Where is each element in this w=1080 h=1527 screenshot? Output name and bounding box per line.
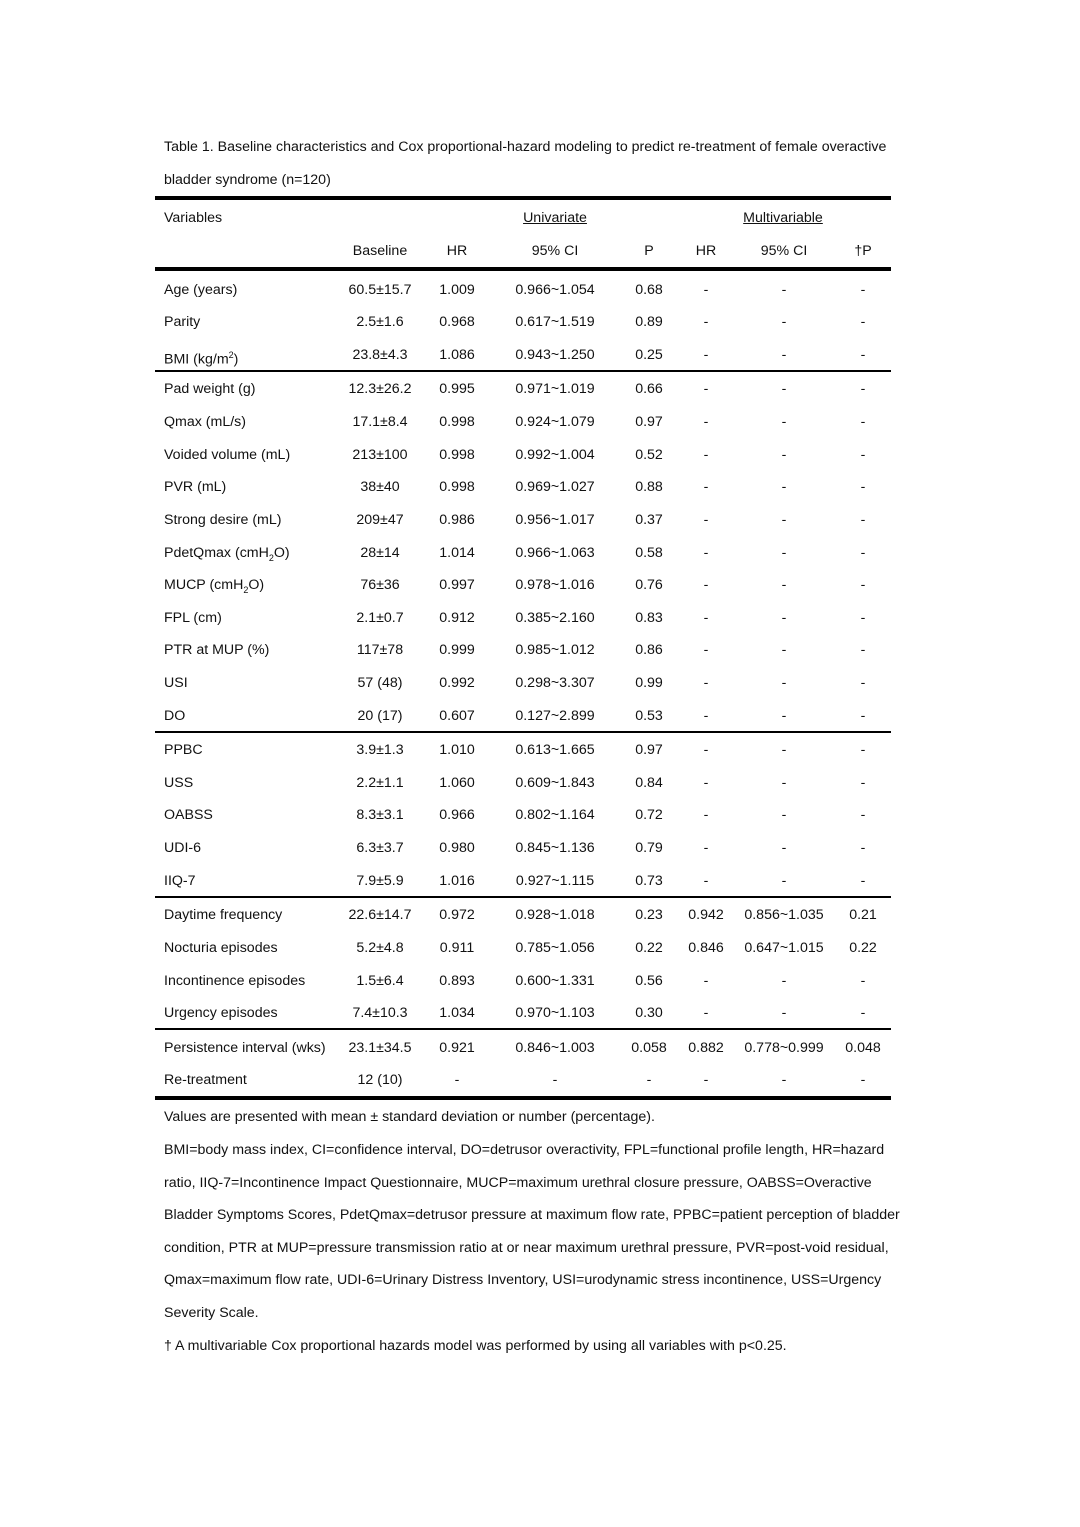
row-hr-multivariable: - xyxy=(703,610,709,626)
row-hr-multivariable: - xyxy=(703,314,709,330)
row-variable: Incontinence episodes xyxy=(164,973,306,989)
row-hr-univariate: 1.016 xyxy=(439,873,475,889)
row-hr-univariate: 0.911 xyxy=(439,940,475,956)
row-ci-multivariable: - xyxy=(781,873,787,889)
row-hr-multivariable: - xyxy=(703,512,709,528)
row-p-multivariable: - xyxy=(860,610,866,626)
row-hr-univariate: 1.010 xyxy=(439,742,475,758)
row-p-univariate: 0.97 xyxy=(635,742,663,758)
row-hr-univariate: 0.893 xyxy=(439,973,475,989)
row-p-multivariable: - xyxy=(860,873,866,889)
row-ci-multivariable: - xyxy=(781,840,787,856)
row-p-multivariable: - xyxy=(860,414,866,430)
row-p-multivariable: - xyxy=(860,1072,866,1088)
header-multivariable: Multivariable xyxy=(743,210,823,226)
group-rule-4 xyxy=(155,1028,891,1030)
row-hr-univariate: 0.998 xyxy=(439,447,475,463)
row-ci-multivariable: - xyxy=(781,512,787,528)
row-p-univariate: 0.97 xyxy=(635,414,663,430)
header-ci-univariate: 95% CI xyxy=(531,243,579,259)
row-p-multivariable: - xyxy=(860,675,866,691)
row-ci-multivariable: - xyxy=(781,675,787,691)
row-hr-multivariable: - xyxy=(703,973,709,989)
row-variable-text: PdetQmax (cmH xyxy=(164,545,269,561)
row-variable xyxy=(164,346,238,369)
row-p-multivariable: - xyxy=(860,512,866,528)
row-ci-multivariable: - xyxy=(781,1072,787,1088)
row-ci-univariate: 0.127~2.899 xyxy=(515,708,595,724)
row-variable xyxy=(164,576,264,599)
row-ci-univariate: 0.845~1.136 xyxy=(515,840,595,856)
row-hr-multivariable: - xyxy=(703,675,709,691)
row-ci-multivariable: - xyxy=(781,708,787,724)
header-p-univariate: P xyxy=(644,243,654,259)
row-variable: Re-treatment xyxy=(164,1072,247,1088)
table-caption-line-2: bladder syndrome (n=120) xyxy=(164,172,331,188)
row-variable: Pad weight (g) xyxy=(164,381,256,397)
row-ci-univariate: 0.802~1.164 xyxy=(515,807,595,823)
row-hr-multivariable: - xyxy=(703,545,709,561)
row-baseline: 6.3±3.7 xyxy=(356,840,404,856)
row-hr-univariate: - xyxy=(454,1072,460,1088)
row-hr-multivariable: - xyxy=(703,347,709,363)
row-baseline: 7.4±10.3 xyxy=(352,1005,408,1021)
row-p-univariate: 0.56 xyxy=(635,973,663,989)
row-p-univariate: 0.88 xyxy=(635,479,663,495)
row-hr-univariate: 0.912 xyxy=(439,610,475,626)
row-baseline: 28±14 xyxy=(360,545,400,561)
row-baseline: 2.5±1.6 xyxy=(356,314,404,330)
row-variable-subscript: 2 xyxy=(268,552,274,563)
row-variable: Age (years) xyxy=(164,282,238,298)
row-hr-multivariable: 0.882 xyxy=(688,1040,724,1056)
row-p-univariate: 0.68 xyxy=(635,282,663,298)
header-p-multivariable: †P xyxy=(854,243,872,259)
row-hr-univariate: 0.966 xyxy=(439,807,475,823)
row-hr-multivariable: - xyxy=(703,807,709,823)
row-p-univariate: 0.86 xyxy=(635,642,663,658)
header-univariate: Univariate xyxy=(523,210,587,226)
group-rule-3 xyxy=(155,896,891,898)
row-p-multivariable: - xyxy=(860,347,866,363)
footnote-abbrev-1: BMI=body mass index, CI=confidence interval, DO=detrusor overactivity, FPL=functional profile length, HR=hazard xyxy=(164,1142,885,1158)
row-p-multivariable: - xyxy=(860,973,866,989)
footnote-abbrev-5: Qmax=maximum flow rate, UDI-6=Urinary Distress Inventory, USI=urodynamic stress incontinence, USS=Urgency xyxy=(164,1272,882,1288)
row-baseline: 57 (48) xyxy=(357,675,403,691)
row-p-multivariable: - xyxy=(860,742,866,758)
row-hr-univariate: 0.998 xyxy=(439,414,475,430)
row-hr-univariate: 0.972 xyxy=(439,907,475,923)
row-p-univariate: 0.83 xyxy=(635,610,663,626)
table-caption-line-1: Table 1. Baseline characteristics and Cox proportional-hazard modeling to predict re-treatment of female overactive xyxy=(164,139,887,155)
header-hr-multivariable: HR xyxy=(695,243,717,259)
row-ci-univariate: 0.956~1.017 xyxy=(515,512,595,528)
row-p-multivariable: 0.048 xyxy=(845,1040,881,1056)
row-p-multivariable: 0.22 xyxy=(849,940,877,956)
row-ci-univariate: 0.785~1.056 xyxy=(515,940,595,956)
row-hr-multivariable: - xyxy=(703,742,709,758)
row-hr-univariate: 0.980 xyxy=(439,840,475,856)
row-ci-univariate: 0.992~1.004 xyxy=(515,447,595,463)
row-hr-multivariable: - xyxy=(703,840,709,856)
row-variable-text: ) xyxy=(233,351,239,368)
row-hr-univariate: 0.995 xyxy=(439,381,475,397)
row-p-multivariable: - xyxy=(860,775,866,791)
row-ci-univariate: 0.298~3.307 xyxy=(515,675,595,691)
row-baseline: 2.2±1.1 xyxy=(356,775,404,791)
row-hr-multivariable: - xyxy=(703,447,709,463)
row-variable: Persistence interval (wks) xyxy=(164,1040,326,1056)
row-ci-multivariable: 0.856~1.035 xyxy=(744,907,824,923)
row-p-univariate: 0.79 xyxy=(635,840,663,856)
header-baseline: Baseline xyxy=(352,243,408,259)
row-p-univariate: 0.66 xyxy=(635,381,663,397)
row-hr-univariate: 0.607 xyxy=(439,708,475,724)
row-baseline: 23.1±34.5 xyxy=(348,1040,412,1056)
row-variable: USI xyxy=(164,675,188,691)
row-baseline: 209±47 xyxy=(356,512,404,528)
row-ci-multivariable: - xyxy=(781,610,787,626)
row-ci-univariate: 0.846~1.003 xyxy=(515,1040,595,1056)
row-ci-multivariable: - xyxy=(781,973,787,989)
header-variables: Variables xyxy=(164,210,223,226)
row-variable: IIQ-7 xyxy=(164,873,196,889)
row-p-multivariable: - xyxy=(860,807,866,823)
row-hr-univariate: 0.986 xyxy=(439,512,475,528)
row-variable: PTR at MUP (%) xyxy=(164,642,270,658)
row-p-multivariable: - xyxy=(860,282,866,298)
footnote-values: Values are presented with mean ± standard deviation or number (percentage). xyxy=(164,1109,655,1125)
row-hr-univariate: 0.997 xyxy=(439,577,475,593)
row-ci-multivariable: - xyxy=(781,775,787,791)
row-ci-multivariable: 0.778~0.999 xyxy=(744,1040,824,1056)
row-ci-multivariable: - xyxy=(781,314,787,330)
row-ci-univariate: - xyxy=(552,1072,558,1088)
row-ci-univariate: 0.978~1.016 xyxy=(515,577,595,593)
row-p-multivariable: - xyxy=(860,1005,866,1021)
row-ci-univariate: 0.600~1.331 xyxy=(515,973,595,989)
row-baseline: 1.5±6.4 xyxy=(356,973,404,989)
row-p-univariate: - xyxy=(646,1072,652,1088)
row-baseline: 213±100 xyxy=(352,447,408,463)
row-baseline: 38±40 xyxy=(360,479,400,495)
row-p-univariate: 0.99 xyxy=(635,675,663,691)
row-hr-univariate: 1.009 xyxy=(439,282,475,298)
row-baseline: 3.9±1.3 xyxy=(356,742,404,758)
row-ci-univariate: 0.924~1.079 xyxy=(515,414,595,430)
row-p-multivariable: - xyxy=(860,708,866,724)
row-hr-multivariable: 0.846 xyxy=(688,940,724,956)
row-variable xyxy=(164,544,290,567)
row-p-multivariable: - xyxy=(860,577,866,593)
row-ci-multivariable: - xyxy=(781,414,787,430)
row-ci-multivariable: - xyxy=(781,577,787,593)
row-hr-multivariable: 0.942 xyxy=(688,907,724,923)
row-p-multivariable: - xyxy=(860,545,866,561)
row-ci-multivariable: - xyxy=(781,807,787,823)
footnote-abbrev-6: Severity Scale. xyxy=(164,1305,259,1321)
row-baseline: 22.6±14.7 xyxy=(348,907,412,923)
group-rule-2 xyxy=(155,731,891,733)
row-baseline: 12.3±26.2 xyxy=(348,381,412,397)
row-p-univariate: 0.52 xyxy=(635,447,663,463)
row-hr-multivariable: - xyxy=(703,1072,709,1088)
row-ci-univariate: 0.966~1.054 xyxy=(515,282,595,298)
row-hr-univariate: 1.034 xyxy=(439,1005,475,1021)
row-hr-univariate: 0.999 xyxy=(439,642,475,658)
row-p-univariate: 0.89 xyxy=(635,314,663,330)
row-p-univariate: 0.73 xyxy=(635,873,663,889)
row-ci-univariate: 0.970~1.103 xyxy=(515,1005,595,1021)
row-variable: PPBC xyxy=(164,742,203,758)
row-ci-univariate: 0.609~1.843 xyxy=(515,775,595,791)
row-variable: OABSS xyxy=(164,807,213,823)
row-p-multivariable: - xyxy=(860,381,866,397)
row-hr-multivariable: - xyxy=(703,775,709,791)
row-hr-multivariable: - xyxy=(703,282,709,298)
row-variable-text: O) xyxy=(248,577,265,593)
row-hr-univariate: 1.014 xyxy=(439,545,475,561)
row-baseline: 76±36 xyxy=(360,577,400,593)
row-variable-text: MUCP (cmH xyxy=(164,577,244,593)
row-p-multivariable: 0.21 xyxy=(849,907,877,923)
row-hr-univariate: 1.086 xyxy=(439,347,475,363)
footnote-abbrev-2: ratio, IIQ-7=Incontinence Impact Questionnaire, MUCP=maximum urethral closure pressure, OABSS=Overactive xyxy=(164,1175,872,1191)
row-hr-multivariable: - xyxy=(703,1005,709,1021)
row-variable: PVR (mL) xyxy=(164,479,227,495)
row-ci-univariate: 0.971~1.019 xyxy=(515,381,595,397)
row-baseline: 23.8±4.3 xyxy=(352,347,408,363)
row-baseline: 2.1±0.7 xyxy=(356,610,404,626)
row-p-multivariable: - xyxy=(860,314,866,330)
row-variable-superscript: 2 xyxy=(228,350,234,360)
row-baseline: 7.9±5.9 xyxy=(356,873,404,889)
row-ci-multivariable: - xyxy=(781,282,787,298)
row-p-univariate: 0.058 xyxy=(631,1040,667,1056)
table-top-rule xyxy=(155,196,891,200)
row-baseline: 60.5±15.7 xyxy=(348,282,412,298)
group-rule-1 xyxy=(155,370,891,372)
row-ci-univariate: 0.613~1.665 xyxy=(515,742,595,758)
row-p-multivariable: - xyxy=(860,479,866,495)
row-variable: Strong desire (mL) xyxy=(164,512,282,528)
footnote-abbrev-3: Bladder Symptoms Scores, PdetQmax=detrusor pressure at maximum flow rate, PPBC=patient perception of bladder xyxy=(164,1207,900,1223)
row-ci-univariate: 0.385~2.160 xyxy=(515,610,595,626)
row-variable: FPL (cm) xyxy=(164,610,222,626)
row-hr-multivariable: - xyxy=(703,414,709,430)
row-ci-univariate: 0.927~1.115 xyxy=(515,873,595,889)
row-ci-univariate: 0.969~1.027 xyxy=(515,479,595,495)
row-variable: Nocturia episodes xyxy=(164,940,278,956)
row-p-univariate: 0.76 xyxy=(635,577,663,593)
footnote-dagger: † A multivariable Cox proportional hazards model was performed by using all variables with p<0.25. xyxy=(164,1338,787,1354)
row-baseline: 17.1±8.4 xyxy=(352,414,408,430)
row-ci-multivariable: - xyxy=(781,545,787,561)
row-ci-multivariable: - xyxy=(781,479,787,495)
row-p-univariate: 0.25 xyxy=(635,347,663,363)
row-hr-multivariable: - xyxy=(703,708,709,724)
row-variable: Urgency episodes xyxy=(164,1005,278,1021)
row-ci-univariate: 0.985~1.012 xyxy=(515,642,595,658)
row-hr-univariate: 1.060 xyxy=(439,775,475,791)
row-p-multivariable: - xyxy=(860,840,866,856)
row-variable-text: O) xyxy=(273,545,290,561)
row-hr-multivariable: - xyxy=(703,873,709,889)
row-hr-univariate: 0.968 xyxy=(439,314,475,330)
row-ci-univariate: 0.966~1.063 xyxy=(515,545,595,561)
footnote-abbrev-4: condition, PTR at MUP=pressure transmission ratio at or near maximum urethral pressure, PVR=post-void residual, xyxy=(164,1240,889,1256)
header-hr-univariate: HR xyxy=(446,243,468,259)
row-baseline: 5.2±4.8 xyxy=(356,940,404,956)
row-ci-multivariable: - xyxy=(781,381,787,397)
row-ci-multivariable: 0.647~1.015 xyxy=(744,940,824,956)
row-baseline: 8.3±3.1 xyxy=(356,807,404,823)
row-baseline: 117±78 xyxy=(356,642,404,658)
row-ci-multivariable: - xyxy=(781,447,787,463)
row-variable: USS xyxy=(164,775,194,791)
row-hr-multivariable: - xyxy=(703,479,709,495)
row-variable-text: BMI (kg/m xyxy=(164,351,229,368)
header-bottom-rule xyxy=(155,267,891,271)
row-ci-multivariable: - xyxy=(781,347,787,363)
row-p-multivariable: - xyxy=(860,447,866,463)
row-hr-univariate: 0.921 xyxy=(439,1040,475,1056)
row-ci-multivariable: - xyxy=(781,1005,787,1021)
row-variable: Qmax (mL/s) xyxy=(164,414,246,430)
row-p-univariate: 0.22 xyxy=(635,940,663,956)
row-variable: Voided volume (mL) xyxy=(164,447,291,463)
row-hr-univariate: 0.998 xyxy=(439,479,475,495)
row-ci-multivariable: - xyxy=(781,742,787,758)
row-ci-univariate: 0.617~1.519 xyxy=(515,314,595,330)
row-hr-multivariable: - xyxy=(703,577,709,593)
row-hr-multivariable: - xyxy=(703,642,709,658)
row-p-univariate: 0.72 xyxy=(635,807,663,823)
row-hr-multivariable: - xyxy=(703,381,709,397)
row-ci-univariate: 0.928~1.018 xyxy=(515,907,595,923)
row-ci-multivariable: - xyxy=(781,642,787,658)
row-p-multivariable: - xyxy=(860,642,866,658)
row-ci-univariate: 0.943~1.250 xyxy=(515,347,595,363)
row-variable: Daytime frequency xyxy=(164,907,283,923)
row-p-univariate: 0.37 xyxy=(635,512,663,528)
row-baseline: 12 (10) xyxy=(357,1072,403,1088)
row-p-univariate: 0.84 xyxy=(635,775,663,791)
row-hr-univariate: 0.992 xyxy=(439,675,475,691)
row-p-univariate: 0.53 xyxy=(635,708,663,724)
row-p-univariate: 0.30 xyxy=(635,1005,663,1021)
row-variable: Parity xyxy=(164,314,201,330)
row-variable: DO xyxy=(164,708,186,724)
header-ci-multivariable: 95% CI xyxy=(760,243,808,259)
table-bottom-rule xyxy=(155,1096,891,1100)
row-p-univariate: 0.23 xyxy=(635,907,663,923)
row-variable: UDI-6 xyxy=(164,840,202,856)
row-variable-subscript: 2 xyxy=(243,584,249,595)
row-baseline: 20 (17) xyxy=(357,708,403,724)
row-p-univariate: 0.58 xyxy=(635,545,663,561)
